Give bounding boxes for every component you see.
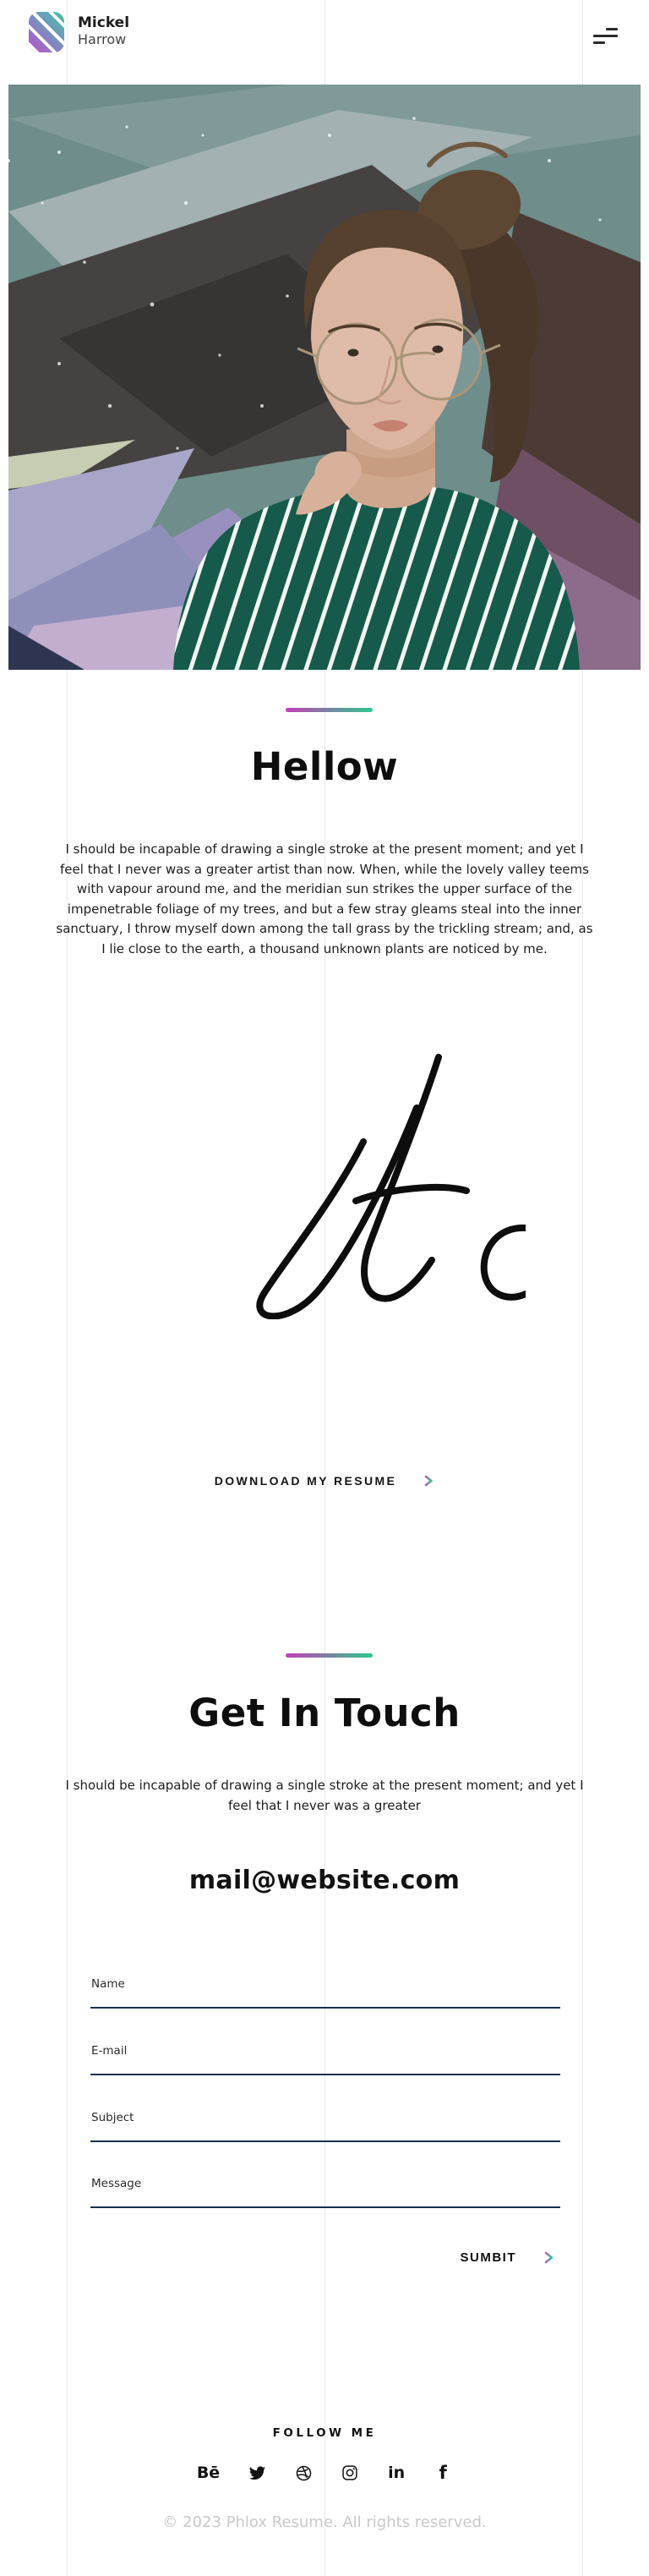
- subject-input[interactable]: [90, 2105, 560, 2142]
- email-link[interactable]: mail@website.com: [188, 1866, 461, 1895]
- hello-paragraph: I should be incapable of drawing a single stroke at the present moment; and yet I feel that I never was a greater artist than now. When, while the lovely valley teems with vapour around me, and the meridian sun strikes the upper surface of the impenetrable foliage of my trees, and but a few stray gleams steal into the inner sanctuary, I throw myself down among the tall grass by the trickling stream; and, as I lie close to the earth, a thousand unknown plants are noticed by me.: [56, 841, 593, 956]
- submit-button[interactable]: [90, 2250, 560, 2266]
- email-input[interactable]: [90, 2038, 560, 2075]
- hamburger-menu-icon[interactable]: [593, 25, 619, 46]
- behance-icon[interactable]: Bē: [196, 2464, 221, 2482]
- download-resume-button[interactable]: [0, 1468, 649, 1494]
- hello-title: Hellow: [250, 744, 399, 789]
- logo-subtitle: Harrow: [78, 31, 127, 47]
- contact-title: Get In Touch: [188, 1691, 461, 1735]
- arrow-right-icon: [530, 2250, 555, 2265]
- hero-image: [8, 85, 641, 670]
- arrow-right-icon: [412, 1474, 434, 1488]
- follow-me-label: FOLLOW ME: [272, 2426, 377, 2440]
- gradient-divider: [286, 708, 373, 712]
- facebook-icon[interactable]: f: [439, 2463, 447, 2483]
- name-input[interactable]: [90, 1971, 560, 2009]
- signature-image: [243, 1047, 526, 1323]
- submit-label: SUMBIT: [460, 2250, 516, 2265]
- gradient-divider: [286, 1653, 373, 1658]
- twitter-icon[interactable]: [248, 2463, 266, 2483]
- logo-title: Mickel: [78, 14, 130, 31]
- social-links: [0, 2463, 649, 2483]
- logo-icon: [29, 12, 64, 52]
- linkedin-icon[interactable]: in: [388, 2464, 406, 2482]
- logo-link[interactable]: [29, 12, 129, 52]
- contact-paragraph: I should be incapable of drawing a single stroke at the present moment; and yet I feel that I never was a greater: [65, 1778, 584, 1813]
- dribbble-icon[interactable]: [294, 2463, 313, 2483]
- copyright-text: © 2023 Phlox Resume. All rights reserved.: [162, 2513, 487, 2531]
- download-resume-label: DOWNLOAD MY RESUME: [214, 1474, 397, 1488]
- instagram-icon[interactable]: [341, 2463, 359, 2483]
- message-input[interactable]: [90, 2171, 560, 2208]
